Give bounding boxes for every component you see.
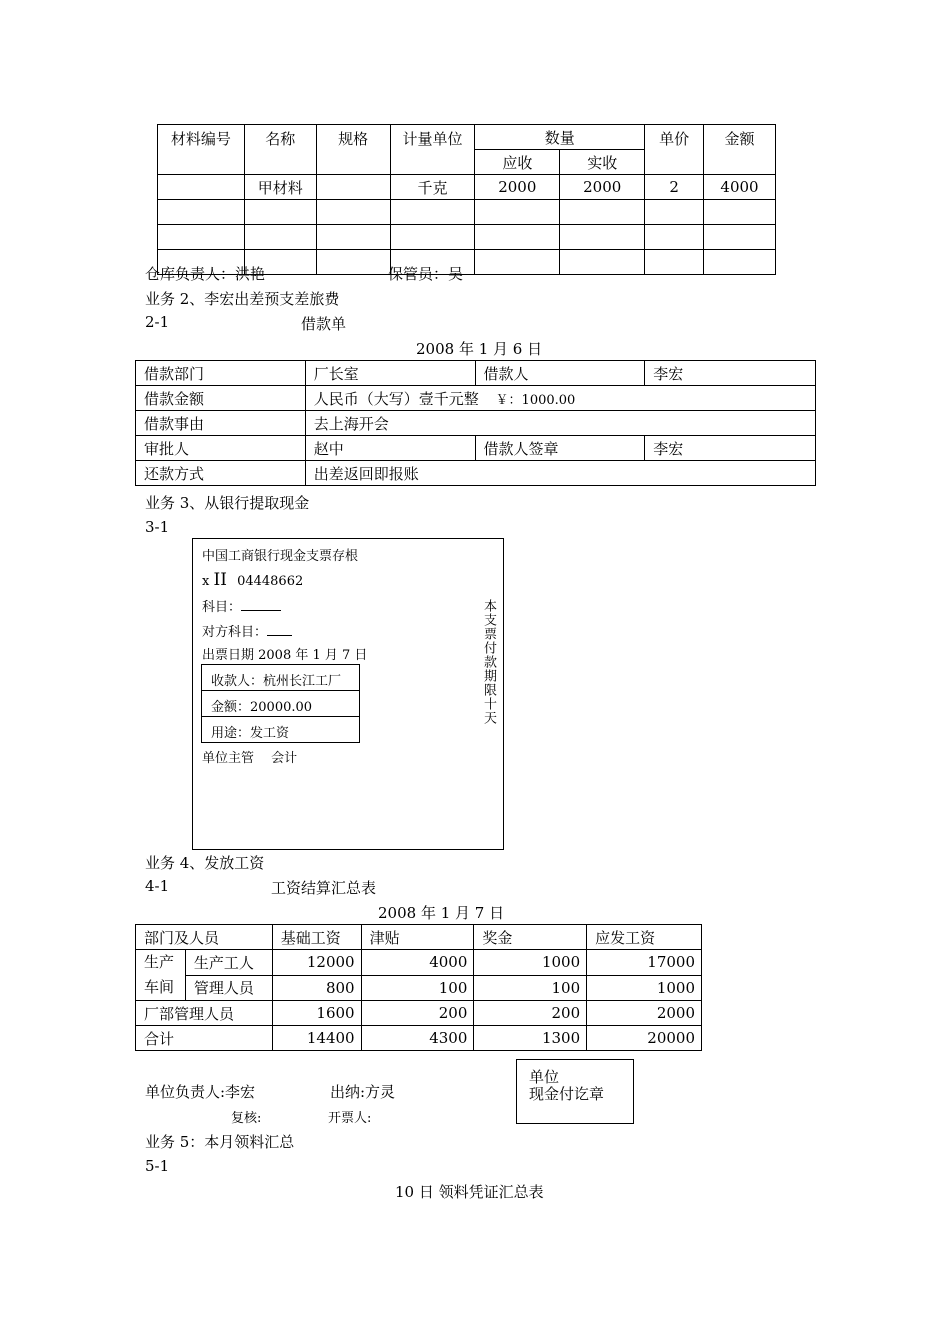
stub-details-box [201,664,360,743]
cell-base: 14400 [272,1026,361,1051]
cell-spec [316,175,390,200]
cell-allowance: 4000 [361,950,474,976]
table-row [136,1026,702,1051]
stamp-line-2: 现金付讫章 [529,1085,605,1103]
cell-allowance: 200 [361,1001,474,1026]
dept-value: 厂长室 [305,361,475,386]
amount-value [305,386,815,411]
validity-note: 本支票付款期限十天 [481,599,496,725]
serial-number: 04448662 [237,574,304,589]
requisition-summary-title: 10 日 领料凭证汇总表 [395,1183,544,1201]
loan-form-table [135,360,816,486]
biz4-number: 4-1 [145,877,170,895]
cell-bonus: 100 [474,975,587,1001]
loan-form-title: 借款单 [301,315,347,333]
storekeeper: 保管员：吴 [388,265,464,283]
payroll-form-title: 工资结算汇总表 [271,879,377,897]
amount-text: 人民币（大写）壹千元整 [313,389,479,408]
table-row [136,950,702,976]
col-total-header: 应发工资 [587,925,702,950]
cell-price: 2 [645,175,704,200]
biz2-number: 2-1 [145,313,170,331]
reason-value: 去上海开会 [305,411,815,436]
col-price-header: 单价 [645,125,704,175]
col-quantity-header: 数量 [475,125,645,150]
issuer: 开票人: [328,1111,372,1126]
cell-base: 1600 [272,1001,361,1026]
row-label: 合计 [136,1026,273,1051]
row-label: 管理人员 [185,975,272,1001]
biz5-number: 5-1 [145,1157,170,1175]
table-row [158,175,776,200]
table-row [136,975,702,1001]
serial-line [202,570,303,590]
cell-due: 2000 [475,175,560,200]
table-row [158,225,776,250]
material-receipt-table [157,124,776,275]
col-allowance-header: 津贴 [361,925,474,950]
cell-allowance: 100 [361,975,474,1001]
stub-signers: 单位主管 会计 [202,751,298,766]
reviewer: 复核: [231,1111,262,1126]
stub-amount: 金额：20000.00 [211,700,313,715]
payee: 收款人：杭州长江工厂 [211,674,342,689]
cell-name: 甲材料 [244,175,316,200]
cell-base: 12000 [272,950,361,976]
col-code-header: 材料编号 [158,125,245,175]
workshop-label-2: 车间 [144,978,175,996]
cell-amount: 4000 [704,175,776,200]
repay-label: 还款方式 [136,461,306,486]
bank-name: 中国工商银行现金支票存根 [202,549,359,564]
workshop-label-1: 生产 [144,953,175,971]
cell-code [158,175,245,200]
col-name-header: 名称 [244,125,316,175]
cell-base: 800 [272,975,361,1001]
cell-unit: 千克 [390,175,475,200]
col-spec-header: 规格 [316,125,390,175]
dept-label: 借款部门 [136,361,306,386]
unit-head: 单位负责人:李宏 [145,1083,256,1101]
cell-allowance: 4300 [361,1026,474,1051]
counter-subject-line [202,621,292,640]
workshop-group [136,950,186,1001]
repay-value: 出差返回即报账 [305,461,815,486]
issue-date: 出票日期 2008 年 1 月 7 日 [202,648,368,663]
col-due-header: 应收 [475,150,560,175]
amount-label: 借款金额 [136,386,306,411]
cell-bonus: 1300 [474,1026,587,1051]
sign-label: 借款人签章 [475,436,645,461]
col-amount-header: 金额 [704,125,776,175]
stamp-line-1: 单位 [529,1068,560,1086]
col-dept-header: 部门及人员 [136,925,273,950]
biz3-title: 业务 3、从银行提取现金 [145,494,310,512]
sign-value: 李宏 [645,436,816,461]
subject-label: 科目： [202,600,242,615]
reason-label: 借款事由 [136,411,306,436]
biz3-number: 3-1 [145,518,170,536]
loan-date: 2008 年 1 月 6 日 [416,340,543,358]
biz5-title: 业务 5：本月领料汇总 [145,1133,295,1151]
cell-total: 17000 [587,950,702,976]
cell-total: 1000 [587,975,702,1001]
subject-line [202,596,281,615]
borrower-value: 李宏 [645,361,816,386]
payroll-date: 2008 年 1 月 7 日 [378,904,505,922]
serial-prefix: x [202,574,210,589]
serial-roman: II [213,570,227,590]
biz2-title: 业务 2、李宏出差预支差旅费 [145,290,340,308]
table-row [136,1001,702,1026]
approver-value: 赵中 [305,436,475,461]
col-base-header: 基础工资 [272,925,361,950]
cell-bonus: 200 [474,1001,587,1026]
cell-total: 20000 [587,1026,702,1051]
cashier: 出纳:方灵 [330,1083,396,1101]
approver-label: 审批人 [136,436,306,461]
col-bonus-header: 奖金 [474,925,587,950]
check-stub [192,538,504,850]
borrower-label: 借款人 [475,361,645,386]
counter-subject-label: 对方科目： [202,625,268,640]
col-unit-header: 计量单位 [390,125,475,175]
biz4-title: 业务 4、发放工资 [145,854,265,872]
warehouse-manager: 仓库负责人：洪艳 [145,265,266,283]
row-label: 生产工人 [185,950,272,976]
payroll-table [135,924,702,1051]
cell-received: 2000 [560,175,645,200]
cash-paid-stamp [516,1059,634,1124]
table-row [158,200,776,225]
cell-total: 2000 [587,1001,702,1026]
col-received-header: 实收 [560,150,645,175]
row-label: 厂部管理人员 [136,1001,273,1026]
usage: 用途：发工资 [211,726,290,741]
amount-number: ￥：1000.00 [495,392,576,408]
cell-bonus: 1000 [474,950,587,976]
